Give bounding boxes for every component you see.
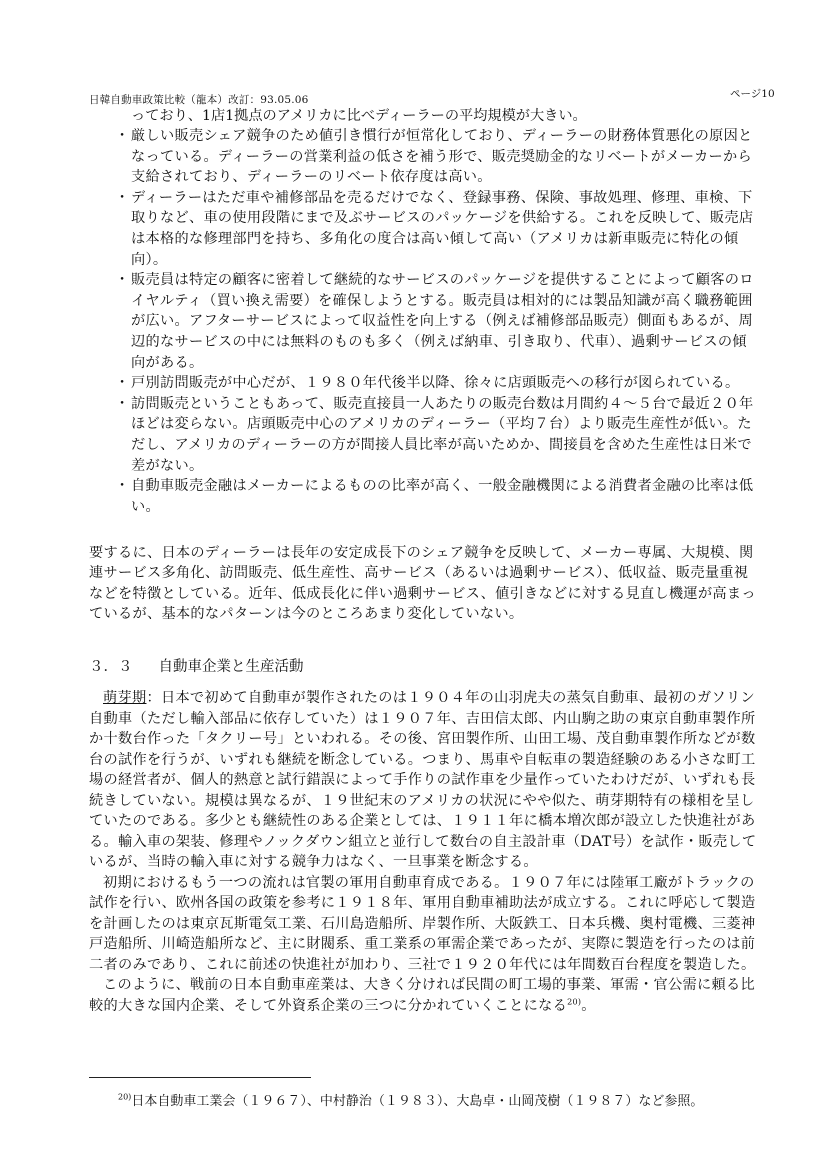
paragraph-text: このように、戦前の日本自動車産業は、大きく分ければ民間の町工場的事業、軍需・官公需に頼る比較的大きな国内企業、そして外資系企業の三つに分かれていくことになる: [89, 977, 755, 1014]
paragraph-end: 。: [581, 997, 596, 1014]
bullet-mark: ・: [115, 189, 130, 206]
bullet-text: 自動車販売金融はメーカーによるものの比率が高く、一般金融機関による消費者金融の比率は低い。: [131, 478, 754, 515]
bullet-text: ディーラーはただ車や補修部品を売るだけでなく、登録事務、保険、事故処理、修理、車検、下取りなど、車の使用段階にまで及ぶサービスのパッケージを供給する。これを反映して、販売店は本格的な修理部門を持ち、多角化の度合は高い傾して高い（アメリカは新車販売に特化の傾向）。: [131, 189, 754, 268]
page-number: ページ10: [730, 88, 775, 100]
term-emergence-period: 萌芽期: [103, 690, 147, 706]
bullet-item: [115, 373, 755, 394]
bullet-item: [115, 476, 755, 517]
continued-text: っており、1店1拠点のアメリカに比べディーラーの平均規模が大きい。: [131, 108, 587, 124]
bullet-mark: ・: [115, 395, 130, 412]
bullet-text: 厳しい販売シェア競争のため値引き慣行が恒常化しており、ディーラーの財務体質悪化の原因となっている。ディーラーの営業利益の低さを補う形で、販売奨励金的なリベートがメーカーから支給されており、ディーラーのリベート依存度は高い。: [131, 128, 753, 186]
section-title: 自動車企業と生産活動: [158, 659, 304, 675]
footnote-divider: [89, 1077, 311, 1078]
footnote-mark: 20): [118, 1092, 132, 1102]
paragraph-emergence: [89, 688, 757, 873]
footnote-reference[interactable]: 20): [567, 996, 582, 1006]
running-header-title: 日韓自動車政策比較（龍本）改訂：93.05.06: [89, 94, 309, 106]
bullet-item: [115, 270, 755, 373]
paragraph-text: ：日本で初めて自動車が製作されたのは１９０４年の山羽虎夫の蒸気自動車、最初のガソリン自動車（ただし輸入部品に依存していた）は１９０７年、吉田信太郎、内山駒之助の東京自動車製作所か十数台作った「タクリー号」といわれる。その後、宮田製作所、山田工場、茂自動車製作所などが数台の試作を行うが、いずれも継続を断念している。つまり、馬車や自転車の製造経験のある小さな町工場の経営者が、個人的熱意と試行錯誤によって手作りの試作車を少量作っていたわけだが、いずれも長続きしていない。規模は異なるが、１９世紀末のアメリカの状況にやや似た、萌芽期特有の様相を呈していたのである。多少とも継続性のある企業としては、１９１１年に橋本増次郎が設立した快進社がある。輸入車の架装、修理やノックダウン組立と並行して数台の自主設計車（DAT号）を試作・販売しているが、当時の輸入車に対する競争力はなく、一旦事業を断念する。: [89, 690, 757, 870]
section-heading: [89, 655, 304, 676]
bullet-list: [115, 126, 755, 517]
summary-paragraph: 要するに、日本のディーラーは長年の安定成長下のシェア競争を反映して、メーカー専属、大規模、関連サービス多角化、訪問販売、低生産性、高サービス（あるいは過剰サービス）、低収益、販売量重視などを特徴としている。近年、低成長化に伴い過剰サービス、値引きなどに対する見直し機運が高まっているが、基本的なパターンは今のところあまり変化していない。: [89, 545, 756, 623]
bullet-item: [115, 394, 755, 476]
bullet-mark: ・: [115, 375, 130, 392]
bullet-text: 戸別訪問販売が中心だが、１９８０年代後半以降、徐々に店頭販売への移行が図られている。: [131, 375, 740, 392]
footnote-text: 日本自動車工業会（１９６７）、中村静治（１９８３）、大島卓・山岡茂樹（１９８７）など参照。: [131, 1094, 704, 1109]
bullet-item: [115, 126, 755, 188]
bullet-text: 訪問販売ということもあって、販売直接員一人あたりの販売台数は月間約４〜５台で最近２０年ほどは変らない。店頭販売中心のアメリカのディーラー（平均７台）より販売生産性が低い。ただし、アメリカのディーラーの方が間接人員比率が高いためか、間接員を含めた生産性は日米で差がない。: [131, 395, 754, 474]
bullet-mark: ・: [115, 128, 130, 144]
paragraph-conclusion: [89, 975, 757, 1016]
bullet-text: 販売員は特定の顧客に密着して継続的なサービスのパッケージを提供することによって顧客のロイヤルティ（買い換え需要）を確保しようとする。販売員は相対的には製品知識が高く職務範囲が広い。アフターサービスによって収益性を向上する（例えば補修部品販売）側面もあるが、周辺的なサービスの中には無料のものも多く（例えば納車、引き取り、代車）、過剰サービスの傾向がある。: [131, 272, 754, 371]
bullet-item: [115, 188, 755, 270]
footnote: [118, 1090, 768, 1109]
bullet-mark: ・: [115, 272, 130, 289]
paragraph-military: 初期におけるもう一つの流れは官製の軍用自動車育成である。１９０７年には陸軍工廠がトラックの試作を行い、欧州各国の政策を参考に１９１８年、軍用自動車補助法が成立する。これに呼応して製造を計画したのは東京瓦斯電気工業、石川島造船所、岸製作所、大阪鉄工、日本兵機、奥村電機、三菱神戸造船所、川崎造船所など、主に財閥系、重工業系の軍需企業であったが、実際に製造を行ったのは前二者のみであり、これに前述の快進社が加わり、三社で１９２０年代には年間数百台程度を製造した。: [89, 874, 756, 973]
section-body: [89, 688, 757, 1016]
section-number: ３．３: [89, 659, 133, 675]
bullet-mark: ・: [115, 478, 130, 495]
